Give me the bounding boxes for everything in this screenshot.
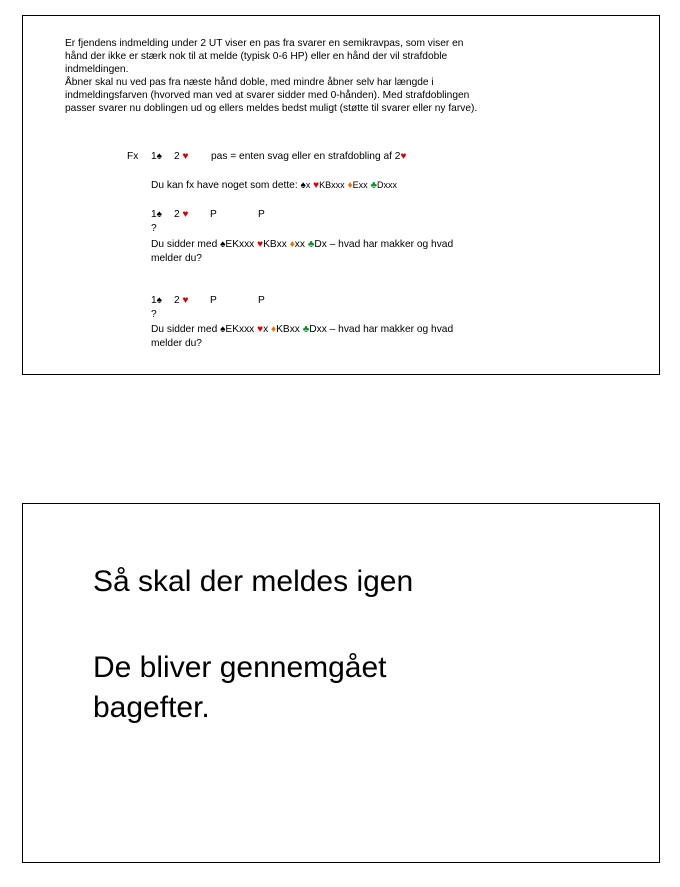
intro-line: indmeldingen. (65, 64, 129, 75)
sequence-1-bid-a (151, 208, 162, 221)
slide-2-line-3: bagefter. (93, 691, 210, 724)
sequence-2-bid-b (174, 294, 188, 307)
q-suffix: – hvad har makker og hvad (326, 324, 454, 335)
heart-icon: ♥ (182, 295, 189, 306)
diamond-icon: ♦ (271, 324, 277, 335)
hand-diamonds: Exx (352, 180, 368, 190)
hand-hearts: KBxxx (319, 180, 345, 190)
heart-icon: ♥ (313, 180, 320, 191)
q-prefix: Du sidder med (151, 239, 221, 250)
q-prefix: Du sidder med (151, 324, 221, 335)
spade-icon: ♠ (156, 151, 162, 162)
question-1-line (151, 238, 453, 251)
sequence-2-pass-b: P (258, 295, 265, 306)
slide-1 (22, 15, 660, 375)
slide-2-line-2: De bliver gennemgået (93, 651, 387, 684)
heart-icon: ♥ (182, 151, 189, 162)
bid-level: 2 (174, 209, 180, 220)
hand-clubs: Dx (314, 239, 327, 250)
pas-explanation (211, 150, 406, 163)
hand-diamonds: xx (294, 239, 305, 250)
sequence-2-pass-a: P (210, 295, 217, 306)
diamond-icon: ♦ (289, 239, 295, 250)
heart-icon: ♥ (257, 239, 264, 250)
spade-icon: ♠ (220, 239, 226, 250)
club-icon: ♣ (302, 324, 310, 335)
hand-spades: EKxxx (225, 239, 255, 250)
example-hand-line (151, 179, 397, 192)
bid-level: 1 (151, 295, 157, 306)
bid-level: 1 (151, 209, 157, 220)
question-2-line (151, 323, 453, 336)
spade-icon: ♠ (156, 209, 162, 220)
intro-line: passer svarer nu doblingen ud og ellers meldes bedst muligt (støtte til svarer eller ny farve). (65, 103, 478, 114)
heart-icon: ♥ (257, 324, 264, 335)
intro-line: Åbner skal nu ved pas fra næste hånd doble, med mindre åbner selv har længde i (65, 77, 434, 88)
hand-hearts: KBxx (263, 239, 287, 250)
hand-diamonds: KBxx (276, 324, 300, 335)
fx-label: Fx (127, 151, 139, 162)
spade-icon: ♠ (220, 324, 226, 335)
intro-line: hånd der ikke er stærk nok til at melde (typisk 0-6 HP) eller en hånd der vil strafdoble (65, 51, 448, 62)
sequence-1-pass-b: P (258, 209, 265, 220)
diamond-icon: ♦ (347, 180, 353, 191)
heart-icon: ♥ (400, 151, 407, 162)
sequence-2-question: ? (151, 309, 157, 320)
intro-line: Er fjendens indmelding under 2 UT viser en pas fra svarer en semikravpas, som viser en (65, 38, 464, 49)
sequence-1-pass-a: P (210, 209, 217, 220)
bid-one-spade (151, 150, 162, 163)
q-suffix: – hvad har makker og hvad (326, 239, 454, 250)
question-2-line-2: melder du? (151, 338, 202, 349)
hand-hearts: x (263, 324, 269, 335)
hand-clubs: Dxxx (377, 180, 397, 190)
bid-level: 2 (174, 295, 180, 306)
intro-line: indmeldingsfarven (hvorved man ved at svarer sidder med 0-hånden). Med strafdoblingen (65, 90, 470, 101)
spade-icon: ♠ (156, 295, 162, 306)
slide-2 (22, 503, 660, 863)
hand-spades: EKxxx (225, 324, 255, 335)
club-icon: ♣ (307, 239, 315, 250)
hand-spades: x (305, 180, 311, 190)
sequence-1-bid-b (174, 208, 188, 221)
bid-two-heart (174, 150, 188, 163)
question-1-line-2: melder du? (151, 253, 202, 264)
bid-level: 1 (151, 151, 157, 162)
spade-icon: ♠ (300, 180, 306, 191)
sequence-2-bid-a (151, 294, 162, 307)
heart-icon: ♥ (182, 209, 189, 220)
hand-clubs: Dxx (309, 324, 327, 335)
sequence-1-question: ? (151, 223, 157, 234)
bid-level: 2 (174, 151, 180, 162)
club-icon: ♣ (370, 180, 377, 191)
slide-2-heading: Så skal der meldes igen (93, 565, 414, 598)
example-intro: Du kan fx have noget som dette: (151, 180, 301, 191)
pas-text: pas = enten svag eller en strafdobling af 2 (211, 151, 401, 162)
intro-paragraph (65, 37, 585, 115)
